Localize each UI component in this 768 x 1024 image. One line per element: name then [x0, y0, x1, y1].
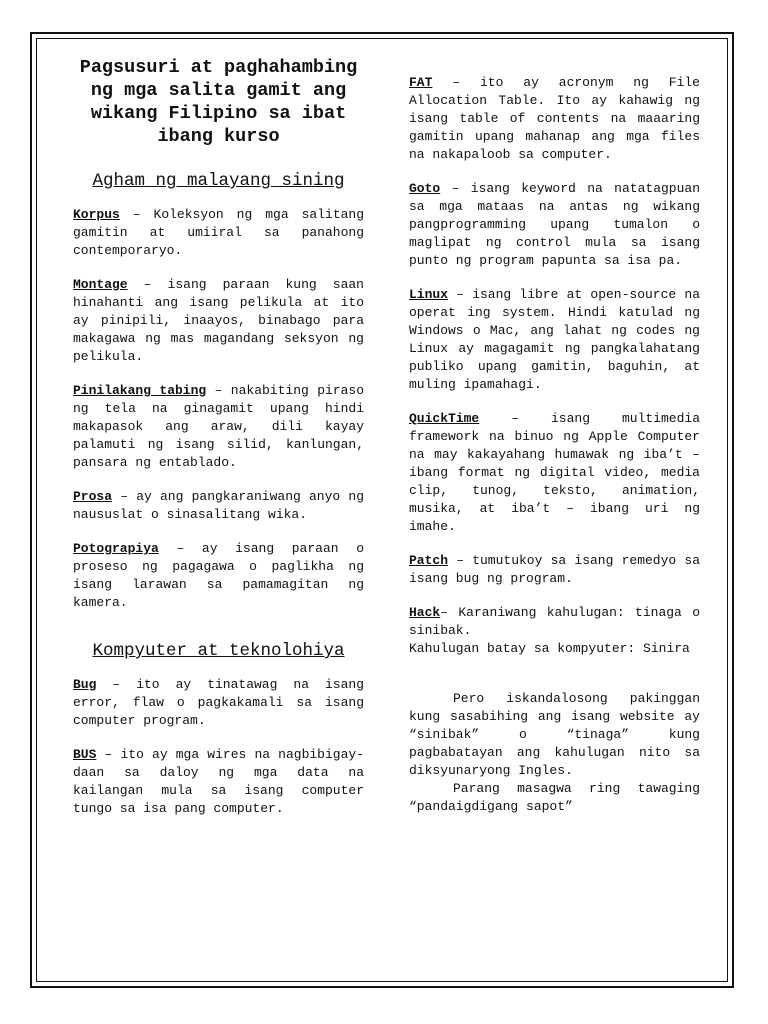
- entry-prosa: [73, 488, 364, 524]
- definition: – Koleksyon ng mga salitang gamitin at umiiral sa panahong contemporaryo.: [73, 207, 364, 258]
- definition: – ito ay tinatawag na isang error, flaw o pagkakamali sa isang computer program.: [73, 677, 364, 728]
- definition: – nakabiting piraso ng tela na ginagamit upang hindi makapasok ang araw, dili kayay palamuti ng isang silid, kanlungan, pansara ng entablado.: [73, 383, 365, 470]
- entry-pinilakang-tabing: [73, 382, 364, 472]
- term: Korpus: [73, 207, 120, 222]
- definition: – ay ang pangkaraniwang anyo ng naususlat o sinasalitang wika.: [73, 489, 364, 522]
- term: Montage: [73, 277, 128, 292]
- definition: – isang libre at open-source na operat ing system. Hindi katulad ng Windows o Mac, ang lahat ng codes ng Linux ay magagamit ng pangkalahatang publiko upang gamitin, baguhin, at muling ipamahagi.: [409, 287, 700, 392]
- term: Hack: [409, 605, 441, 620]
- definition: – isang paraan kung saan hinahanti ang isang pelikula at ito ay pinipili, inaayos, binabago para makagawa ng mas magandang seksyon ng pelikula.: [73, 277, 364, 364]
- entry-korpus: [73, 206, 364, 260]
- section-heading-agham: Agham ng malayang sining: [92, 171, 345, 191]
- term: FAT: [409, 75, 433, 90]
- term: Potograpiya: [73, 541, 159, 556]
- paragraph-1: Pero iskandalosong pakinggan kung sasabihing ang isang website ay “sinibak” o “tinaga” kung pagbabatayan ang kahulugan nito sa diksyunaryong Ingles.: [409, 691, 700, 778]
- definition: – isang keyword na natatagpuan sa mga mataas na antas ng wikang pangprogramming upang tumalon o maglipat ng control mula sa isang punto ng program papunta sa isa pa.: [409, 181, 700, 268]
- entry-montage: [73, 276, 364, 366]
- entry-linux: [409, 286, 700, 394]
- definition: – ay isang paraan o proseso ng pagagawa o paglikha ng isang larawan sa pamamagitan ng kamera.: [73, 541, 364, 610]
- entry-quicktime: [409, 410, 700, 536]
- term: BUS: [73, 747, 97, 762]
- definition: – ito ay acronym ng File Allocation Table. Ito ay kahawig ng isang table of contents na maaaring gamitin upang mahanap ang mga files na nakapaloob sa computer.: [409, 75, 700, 162]
- entry-patch: [409, 552, 700, 588]
- definition: – Karaniwang kahulugan: tinaga o sinibak.: [409, 605, 700, 638]
- definition: – tumutukoy sa isang remedyo sa isang bug ng program.: [409, 553, 700, 586]
- document-title: Pagsusuri at paghahambing ng mga salita gamit ang wikang Filipino sa ibat ibang kurso: [79, 57, 358, 147]
- section-heading-kompyuter: Kompyuter at teknolohiya: [92, 641, 345, 661]
- term: Linux: [409, 287, 449, 302]
- term: Pinilakang tabing: [73, 383, 207, 398]
- paragraph-2: Parang masagwa ring tawaging “pandaigdigang sapot”: [409, 781, 700, 814]
- right-column: [409, 74, 700, 816]
- entry-goto: [409, 180, 700, 270]
- term: Bug: [73, 677, 97, 692]
- definition: – isang multimedia framework na binuo ng Apple Computer na may kakayahang humawak ng iba’t – ibang format ng digital video, media clip, tunog, teksto, animation, musika, at iba’t – ibang uri ng imahe.: [409, 411, 700, 534]
- hack-computer-meaning: Kahulugan batay sa kompyuter: Sinira: [409, 641, 690, 656]
- term: Goto: [409, 181, 441, 196]
- entry-bus: [73, 746, 364, 818]
- entry-potograpiya: [73, 540, 364, 612]
- term: Prosa: [73, 489, 113, 504]
- term: QuickTime: [409, 411, 480, 426]
- entry-hack: [409, 604, 700, 640]
- entry-bug: [73, 676, 364, 730]
- left-column: [73, 56, 364, 834]
- definition: – ito ay mga wires na nagbibigay-daan sa daloy ng mga data na kailangan mula sa isang computer tungo sa isa pang computer.: [73, 747, 364, 816]
- term: Patch: [409, 553, 449, 568]
- entry-fat: [409, 74, 700, 164]
